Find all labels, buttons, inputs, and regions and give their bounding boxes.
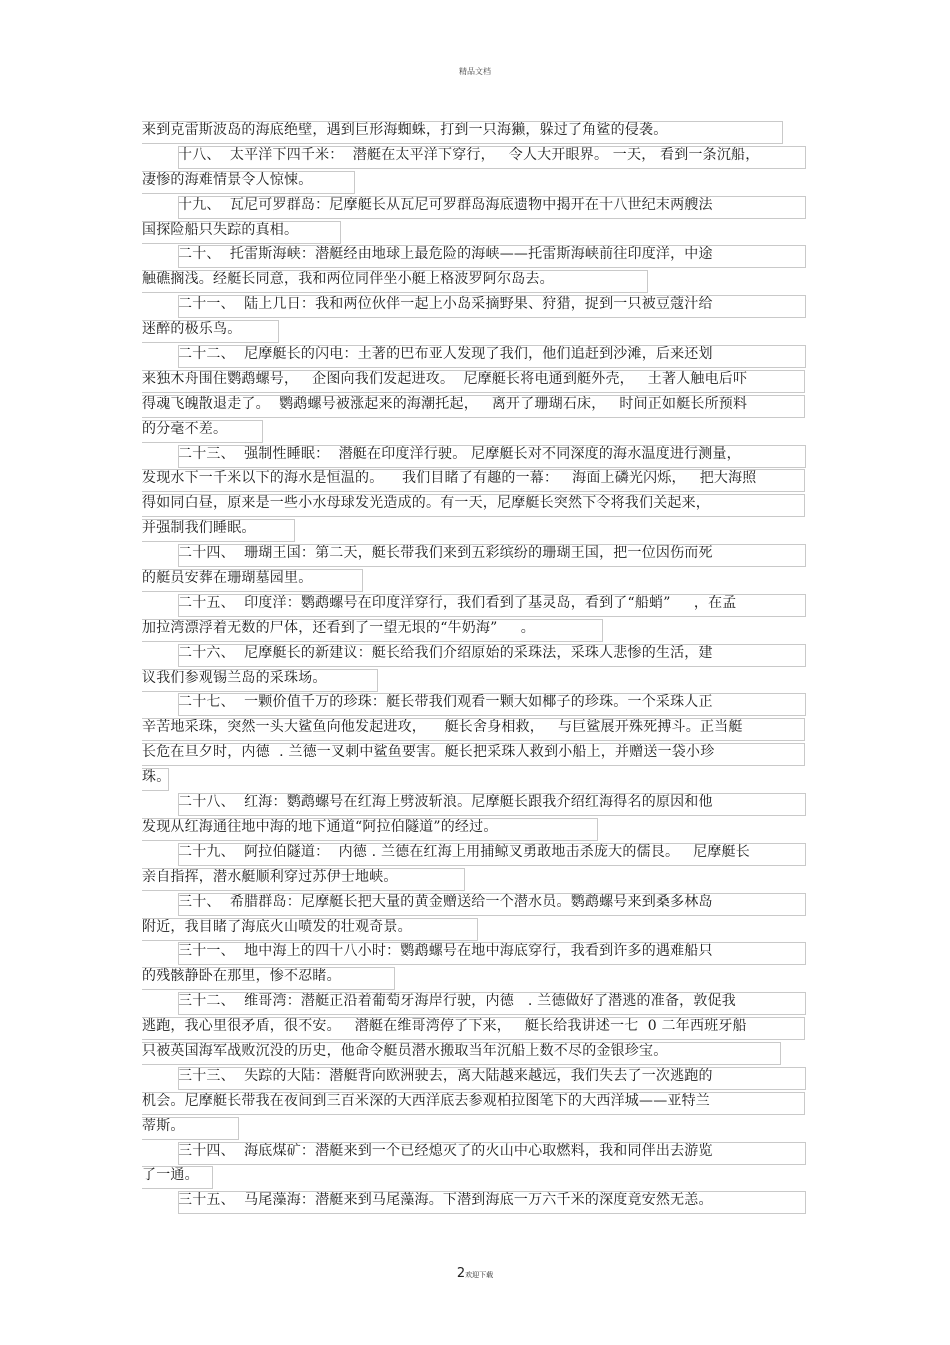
text-line	[142, 1139, 806, 1164]
text-line-content: 了一通。	[142, 1167, 199, 1184]
text-line-content: 并强制我们睡眠。	[142, 520, 256, 537]
text-line-content: 触礁搁浅。经艇长同意，我和两位同伴坐小艇上格波罗阿尔岛去。	[142, 271, 554, 288]
text-line	[142, 939, 806, 964]
text-line-content: 二十八、 红海：鹦鹉螺号在红海上劈波斩浪。尼摩艇长跟我介绍红海得名的原因和他	[178, 794, 713, 811]
text-line	[142, 591, 806, 616]
text-line-content: 珠。	[142, 769, 171, 786]
text-line	[142, 342, 806, 367]
text-line	[142, 417, 806, 442]
text-line	[142, 193, 806, 218]
text-line	[142, 641, 806, 666]
text-line-content: 二十五、 印度洋：鹦鹉螺号在印度洋穿行，我们看到了基灵岛，看到了“船蛸” ，在孟	[178, 594, 737, 611]
text-line-content: 来到克雷斯波岛的海底绝壁，遇到巨形海蜘蛛，打到一只海獭，躲过了角鲨的侵袭。	[142, 122, 668, 138]
text-line	[142, 267, 806, 292]
text-line	[142, 292, 806, 317]
text-line	[142, 541, 806, 566]
text-line-content: 加拉湾漂浮着无数的尸体，还看到了一望无垠的“牛奶海” 。	[142, 619, 535, 636]
text-line	[142, 1014, 806, 1039]
text-line-content: 得魂飞魄散退走了。 鹦鹉螺号被涨起来的海潮托起， 离开了珊瑚石床， 时间正如艇长所预料	[142, 395, 748, 412]
text-line-content: 机会。尼摩艇长带我在夜间到三百米深的大西洋底去参观柏拉图笔下的大西洋城——亚特兰	[142, 1092, 710, 1109]
text-line-content: 十八、 太平洋下四千米： 潜艇在太平洋下穿行， 令人大开眼界。 一天， 看到一条沉船，	[178, 146, 760, 163]
text-line	[142, 242, 806, 267]
text-line-content: 长危在旦夕时，内德 . 兰德一叉刺中鲨鱼要害。艇长把采珠人救到小船上，并赠送一袋小珍	[142, 744, 715, 761]
text-line	[142, 367, 806, 392]
page-number: 2	[456, 1266, 466, 1281]
text-line	[142, 964, 806, 989]
text-line	[142, 915, 806, 940]
text-line	[142, 442, 806, 467]
text-line	[142, 1064, 806, 1089]
text-line-content: 二十一、 陆上几日：我和两位伙伴一起上小岛采摘野果、狩猎，捉到一只被豆蔻汁给	[178, 296, 713, 313]
document-body	[142, 118, 806, 1213]
text-line-content: 二十三、 强制性睡眠： 潜艇在印度洋行驶。 尼摩艇长对不同深度的海水温度进行测量，	[178, 445, 741, 462]
text-line	[142, 491, 806, 516]
text-line	[142, 815, 806, 840]
text-line-content: 议我们参观锡兰岛的采珠场。	[142, 669, 327, 686]
text-line-content: 三十二、 维哥湾：潜艇正沿着葡萄牙海岸行驶，内德 . 兰德做好了潜逃的准备，敦促我	[178, 993, 736, 1010]
text-line-content: 辛苦地采珠，突然一头大鲨鱼向他发起进攻， 艇长舍身相救， 与巨鲨展开殊死搏斗。正当艇	[142, 719, 743, 736]
text-line	[142, 1163, 806, 1188]
text-line-content: 十九、 瓦尼可罗群岛：尼摩艇长从瓦尼可罗群岛海底遗物中揭开在十八世纪末两艘法	[178, 196, 713, 213]
page-header: 精品文档	[459, 67, 491, 76]
text-line	[142, 1114, 806, 1139]
text-line	[142, 1039, 806, 1064]
download-note: 欢迎下载	[465, 1271, 494, 1279]
text-line	[142, 143, 806, 168]
text-line	[142, 740, 806, 765]
text-line	[142, 317, 806, 342]
text-line-content: 凄惨的海难情景令人惊悚。	[142, 171, 313, 188]
text-line	[142, 392, 806, 417]
text-line	[142, 690, 806, 715]
text-line-content: 二十七、 一颗价值千万的珍珠：艇长带我们观看一颗大如椰子的珍珠。一个采珠人正	[178, 694, 713, 711]
text-line	[142, 218, 806, 243]
text-line	[142, 890, 806, 915]
text-line-content: 发现从红海通往地中海的地下通道“阿拉伯隧道”的经过。	[142, 818, 498, 835]
text-line-content: 二十六、 尼摩艇长的新建议：艇长给我们介绍原始的采珠法，采珠人悲惨的生活，建	[178, 644, 713, 661]
text-line	[142, 715, 806, 740]
text-line-content: 三十、 希腊群岛：尼摩艇长把大量的黄金赠送给一个潜水员。鹦鹉螺号来到桑多林岛	[178, 893, 713, 910]
text-line-content: 的艇员安葬在珊瑚墓园里。	[142, 570, 313, 587]
text-line	[142, 118, 806, 143]
text-line-content: 亲自指挥，潜水艇顺利穿过苏伊士地峡。	[142, 868, 398, 885]
text-line	[142, 666, 806, 691]
text-line-content: 蒂斯。	[142, 1117, 185, 1134]
text-line-content: 三十五、 马尾藻海：潜艇来到马尾藻海。下潜到海底一万六千米的深度竟安然无恙。	[178, 1192, 713, 1209]
text-line	[142, 765, 806, 790]
text-line	[142, 1188, 806, 1213]
text-line	[142, 865, 806, 890]
text-line-content: 国探险船只失踪的真相。	[142, 221, 299, 238]
page-footer	[0, 1262, 950, 1281]
text-line	[142, 168, 806, 193]
text-line-content: 二十四、 珊瑚王国：第二天，艇长带我们来到五彩缤纷的珊瑚王国，把一位因伤而死	[178, 545, 713, 562]
text-line	[142, 466, 806, 491]
text-line	[142, 516, 806, 541]
text-line-content: 来独木舟围住鹦鹉螺号， 企图向我们发起进攻。 尼摩艇长将电通到艇外壳， 土著人触电后吓	[142, 370, 748, 387]
text-line-content: 附近，我目睹了海底火山喷发的壮观奇景。	[142, 918, 412, 935]
text-line	[142, 840, 806, 865]
text-line	[142, 1089, 806, 1114]
text-line-content: 二十二、 尼摩艇长的闪电：土著的巴布亚人发现了我们，他们追赶到沙滩，后来还划	[178, 346, 713, 363]
text-line-content: 二十九、 阿拉伯隧道： 内德 . 兰德在红海上用捕鲸叉勇敢地击杀庞大的儒艮。 尼摩艇长	[178, 843, 750, 860]
text-line-content: 迷醉的极乐鸟。	[142, 321, 242, 338]
text-line-content: 二十、 托雷斯海峡：潜艇经由地球上最危险的海峡——托雷斯海峡前往印度洋，中途	[178, 246, 713, 263]
text-line-content: 的残骸静卧在那里，惨不忍睹。	[142, 968, 341, 985]
text-line-content: 三十三、 失踪的大陆：潜艇背向欧洲驶去，离大陆越来越远，我们失去了一次逃跑的	[178, 1067, 713, 1084]
text-line-content: 逃跑，我心里很矛盾，很不安。 潜艇在维哥湾停了下来， 艇长给我讲述一七 0 二年西班牙船	[142, 1018, 747, 1035]
text-line-content: 三十一、 地中海上的四十八小时：鹦鹉螺号在地中海底穿行，我看到许多的遇难船只	[178, 943, 713, 960]
text-line	[142, 566, 806, 591]
text-line-content: 发现水下一千米以下的海水是恒温的。 我们目睹了有趣的一幕： 海面上磷光闪烁， 把大海照	[142, 470, 757, 487]
text-line	[142, 616, 806, 641]
text-line	[142, 790, 806, 815]
text-line	[142, 989, 806, 1014]
text-line-content: 的分毫不差。	[142, 420, 228, 437]
text-line-content: 三十四、 海底煤矿：潜艇来到一个已经熄灭了的火山中心取燃料，我和同伴出去游览	[178, 1142, 713, 1159]
text-line-content: 只被英国海军战败沉没的历史，他命令艇员潜水搬取当年沉船上数不尽的金银珍宝。	[142, 1042, 668, 1059]
text-line-content: 得如同白昼，原来是一些小水母球发光造成的。有一天，尼摩艇长突然下令将我们关起来，	[142, 495, 710, 512]
